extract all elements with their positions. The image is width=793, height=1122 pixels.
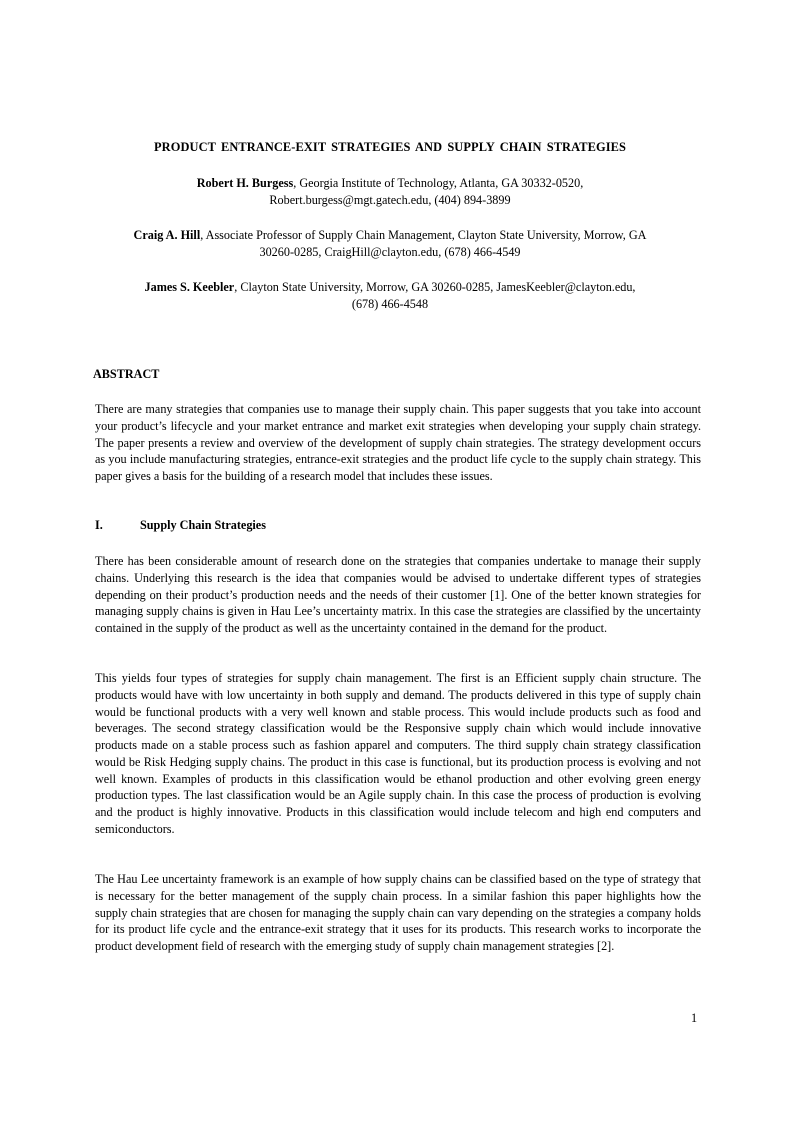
author-contact: 30260-0285, CraigHill@clayton.edu, (678) 466-4549 [259,244,521,259]
author-affiliation: , Associate Professor of Supply Chain Management, Clayton State University, Morrow, GA [200,228,647,242]
author-block-burgess [90,175,690,209]
author-contact: (678) 466-4548 [351,296,429,311]
body-paragraph-1: There has been considerable amount of research done on the strategies that companies undertake to manage their supply chains. Underlying this research is the idea that companies would be advised to undertake different types of strategies depending on their product’s production needs and the needs of their customer [1]. One of the better known strategies for managing supply chains is given in Hau Lee’s uncertainty matrix. In this case the strategies are classified by the uncertainty contained in the supply of the product as well as the uncertainty contained in the demand for the product. [95,554,701,635]
author-line-1 [90,175,690,192]
section-heading [95,517,266,534]
body-paragraph-2: This yields four types of strategies for supply chain management. The first is an Efficient supply chain structure. The products would have with low uncertainty in both supply and demand. The products delivered in this type of supply chain would be functional products with a very well known and stable process. This would include products such as food and beverages. The second strategy classification would be the Responsive supply chain which would include innovative products made on a stable process such as fashion apparel and computers. The third supply chain strategy classification would be Risk Hedging supply chains. The product in this case is functional, but its production process is evolving and not well known. Examples of products in this classification would be ethanol production and other evolving green energy production types. The last classification would be an Agile supply chain. In this case the process of production is evolving and the product is highly innovative. Products in this classification would include telecom and high end computers and semiconductors. [95,671,701,836]
abstract-heading: ABSTRACT [93,367,160,381]
author-name: James S. Keebler [144,280,235,294]
abstract-paragraph: There are many strategies that companies use to manage their supply chain. This paper suggests that you take into account your product’s lifecycle and your market entrance and market exit strategies when developing your supply chain strategy. The paper presents a review and overview of the development of supply chain strategies. The strategy development occurs as you include manufacturing strategies, entrance-exit strategies and the product life cycle to the supply chain strategy. This paper gives a basis for the building of a research model that includes these issues. [95,402,701,483]
author-affiliation: , Clayton State University, Morrow, GA 30260-0285, JamesKeebler@clayton.edu, [234,280,636,294]
body-paragraph-3: The Hau Lee uncertainty framework is an example of how supply chains can be classified based on the type of strategy that is necessary for the better management of the supply chain process. In a similar fashion this paper highlights how the supply chain strategies that are chosen for managing the supply chain can vary depending on the strategies a company holds for its product life cycle and the entrance-exit strategy that it uses for its products. This research works to incorporate the product development field of research with the emerging study of supply chain management strategies [2]. [95,872,701,953]
author-name: Craig A. Hill [133,228,201,242]
section-title: Supply Chain Strategies [140,518,266,532]
author-block-keebler [90,279,690,313]
author-line-1 [90,279,690,296]
paper-title: PRODUCT ENTRANCE-EXIT STRATEGIES AND SUPPLY CHAIN STRATEGIES [154,140,626,154]
section-number: I. [95,518,103,532]
author-line-1 [90,227,690,244]
author-contact: Robert.burgess@mgt.gatech.edu, (404) 894-3899 [269,192,511,207]
author-block-hill [90,227,690,261]
author-affiliation: , Georgia Institute of Technology, Atlanta, GA 30332-0520, [293,176,584,190]
author-name: Robert H. Burgess [196,176,294,190]
page-number: 1 [691,1011,698,1025]
